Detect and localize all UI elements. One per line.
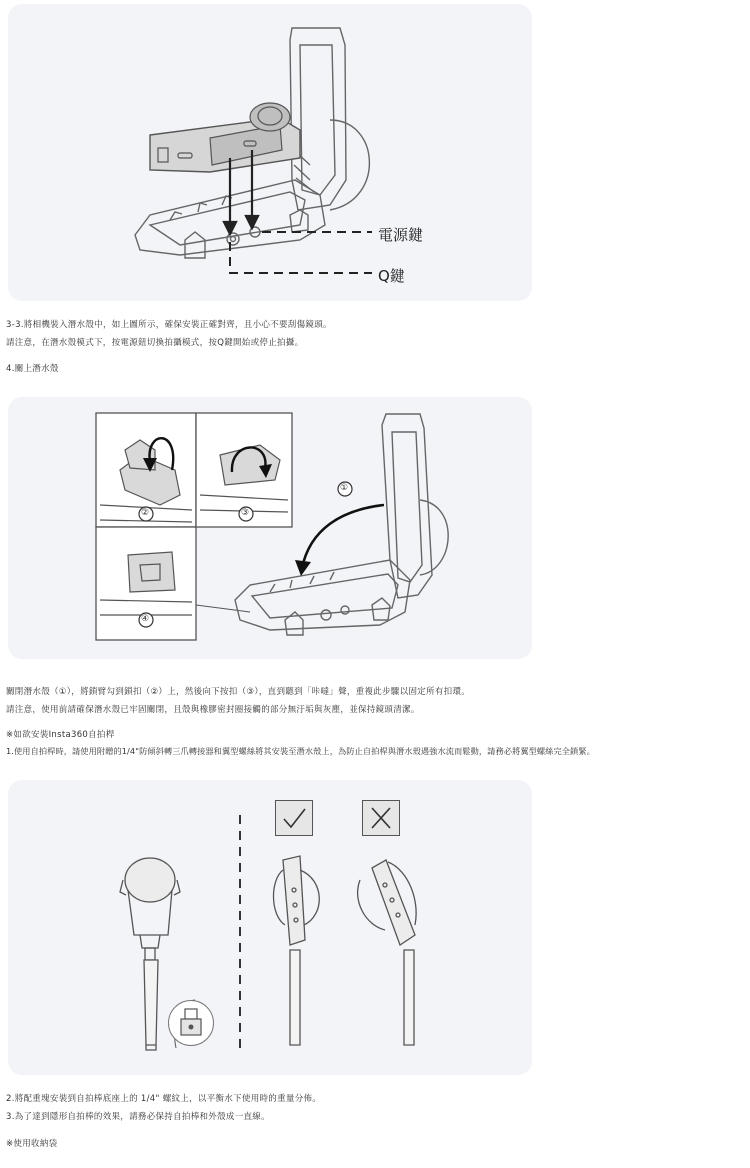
screw-detail bbox=[168, 1000, 214, 1046]
q-key-label: Q鍵 bbox=[378, 267, 405, 285]
cross-icon bbox=[363, 801, 399, 835]
selfie-line1: 1.使用自拍桿時，請使用附贈的1/4"防傾斜轉三爪轉接器和翼型螺絲將其安裝至潛水殼上，為防止自拍桿與潛水殼遇強水流而鬆動，請務必將翼型螺絲完全鎖緊。 bbox=[6, 746, 595, 756]
step3-line2: 請注意，在潛水殼模式下，按電源鈕切換拍攝模式，按Q鍵開始或停止拍攝。 bbox=[6, 338, 304, 348]
marker-4: ④ bbox=[141, 614, 150, 624]
note-line2: 2.將配重塊安裝到自拍棒底座上的 1/4" 螺紋上，以平衡水下使用時的重量分佈。 bbox=[6, 1094, 322, 1104]
step4-line1: 關閉潛水殼（①），將鎖臂勾到鎖扣（②）上，然後向下按扣（③），直到聽到「咔噠」聲，重複此步驟以固定所有扣環。 bbox=[6, 687, 471, 697]
screw-adapter-icon bbox=[169, 1001, 213, 1045]
step3-line1: 3-3.將相機裝入潛水殼中，如上圖所示，確保安裝正確對齊，且小心不要刮傷鏡頭。 bbox=[6, 320, 332, 330]
note-line3: 3.為了達到隱形自拍棒的效果，請務必保持自拍棒和外殼成一直線。 bbox=[6, 1112, 270, 1122]
marker-2: ② bbox=[141, 508, 150, 518]
wrong-badge bbox=[362, 800, 400, 836]
selfie-heading: ※如欲安裝Insta360自拍桿 bbox=[6, 730, 115, 740]
marker-1: ① bbox=[340, 483, 349, 493]
step4-heading: 4.關上潛水殼 bbox=[6, 364, 59, 374]
correct-badge bbox=[275, 800, 313, 836]
step4-line2: 請注意，使用前請確保潛水殼已牢固關閉，且殼與橡膠密封圈接觸的部分無汙垢與灰塵，並保持鏡頭清潔。 bbox=[6, 705, 420, 715]
marker-3: ③ bbox=[241, 508, 250, 518]
checkmark-icon bbox=[276, 801, 312, 835]
storage-heading: ※使用收納袋 bbox=[6, 1139, 58, 1149]
power-key-label: 電源鍵 bbox=[378, 226, 424, 244]
